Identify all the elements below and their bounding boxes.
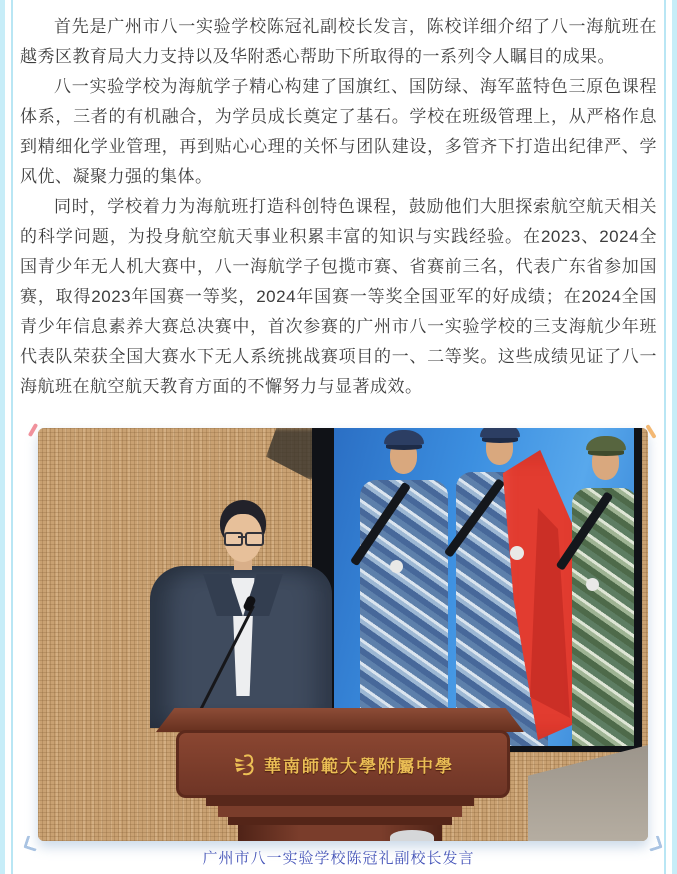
podium-molding [206, 795, 474, 806]
soldier-right-cap-brim [588, 451, 624, 456]
floor [528, 745, 648, 841]
soldier-left-torso [360, 480, 448, 746]
podium-molding [228, 817, 452, 825]
speech-photo[interactable] [38, 428, 648, 841]
photo-scene [38, 428, 648, 841]
soldier-middle-glove [510, 546, 524, 560]
article-paragraph: 首先是广州市八一实验学校陈冠礼副校长发言，陈校详细介绍了八一海航班在越秀区教育局大力支持以及华附悉心帮助下所取得的一系列令人瞩目的成果。 [20, 17, 657, 66]
soldier-middle-cap-brim [482, 438, 518, 443]
podium-top [156, 708, 524, 732]
podium-molding [218, 806, 462, 817]
article-paragraph: 八一实验学校为海航学子精心构建了国旗红、国防绿、海军蓝特色三原色课程体系，三者的有机融合，为学员成长奠定了基石。学校在班级管理上，从严格作息到精细化学业管理，再到贴心心理的关怀与团队建设，多管齐下打造出纪律严、学风优、凝聚力强的集体。 [20, 77, 657, 186]
soldier-left-cap [384, 430, 424, 446]
speaker-glasses [245, 532, 264, 546]
article-body [20, 12, 657, 402]
soldier-left-glove [390, 560, 403, 573]
page-edge-strip-right [672, 0, 677, 874]
article-paragraph: 同时，学校着力为海航班打造科创特色课程，鼓励他们大胆探索航空航天相关的科学问题，为投身航空航天事业积累丰富的知识与实践经验。在2023、2024全国青少年无人机大赛中，八一海航学子包揽市赛、省赛前三名，代表广东省参加国赛，取得2023年国赛一等奖，2024年国赛一等奖全国亚军的好成绩；在2024全国青少年信息素养大赛总决赛中，首次参赛的广州市八一实验学校的三支海航少年班代表队荣获全国大赛水下无人系统挑战赛项目的一、二等奖。这些成绩见证了八一海航班在航空航天教育方面的不懈努力与显著成效。 [20, 197, 657, 396]
soldier-right-cap [586, 436, 626, 452]
mic-stand-base [390, 830, 434, 841]
corner-sparkle-icon [28, 423, 38, 437]
photo-caption: 广州市八一实验学校陈冠礼副校长发言 [202, 850, 475, 867]
school-logo-icon [232, 752, 256, 776]
page-edge-strip-left [0, 0, 5, 874]
corner-sparkle-icon [646, 835, 662, 851]
soldier-right-glove [586, 578, 599, 591]
article-card [11, 0, 666, 874]
led-screen [334, 428, 634, 746]
speaker-glasses [224, 532, 243, 546]
podium-sign-text: 華南師範大學附屬中學 [264, 756, 454, 777]
speaker-glasses-bridge [238, 536, 246, 538]
soldier-left-cap-brim [386, 445, 422, 450]
podium-front [176, 730, 510, 798]
